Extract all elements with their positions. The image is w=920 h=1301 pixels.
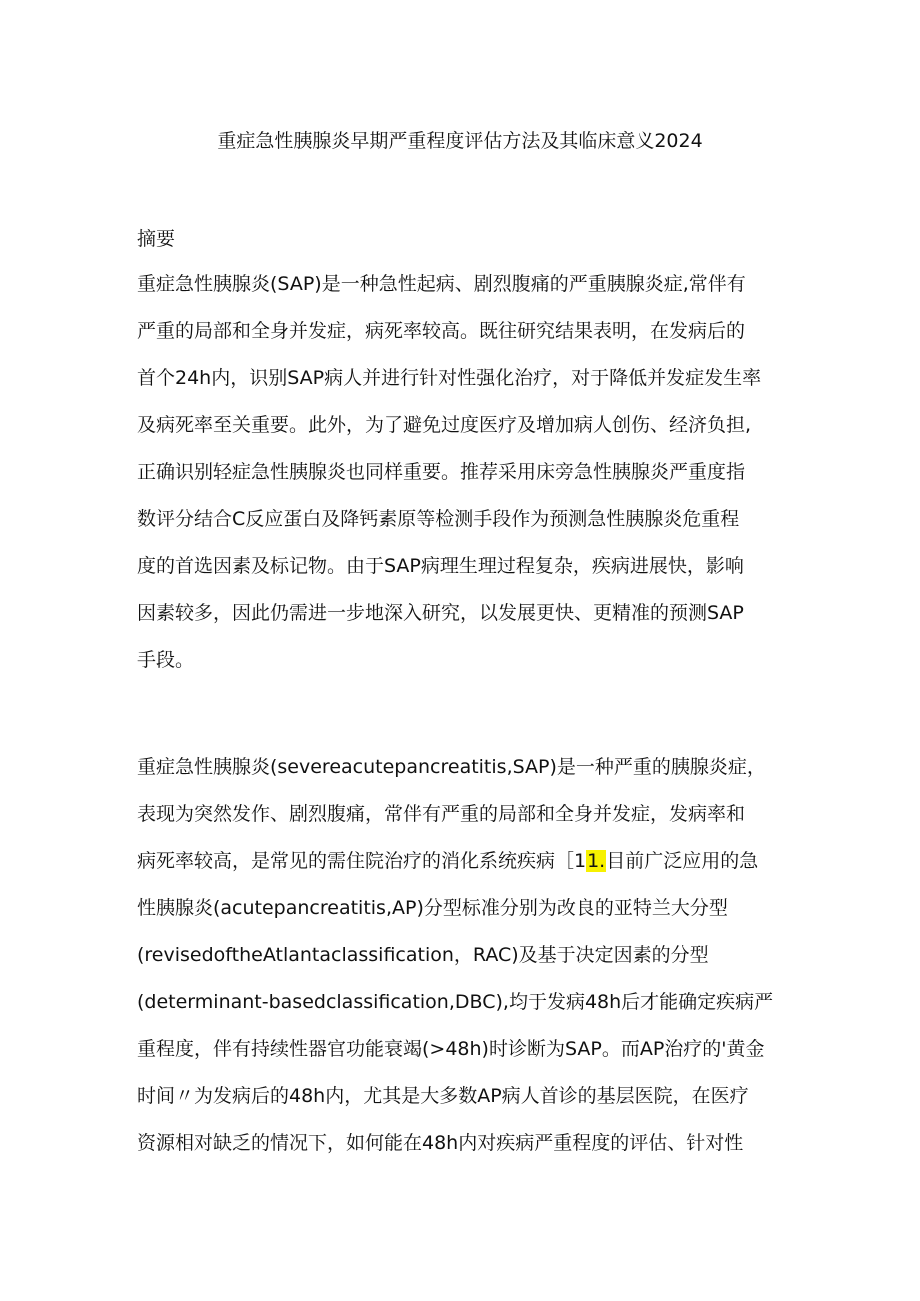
abstract-paragraph bbox=[137, 261, 797, 684]
abstract-line: 首个24h内，识别SAP病人并进行针对性强化治疗，对于降低并发症发生率 bbox=[137, 367, 762, 389]
abstract-line: 因素较多，因此仍需进一步地深入研究，以发展更快、更精准的预测SAP bbox=[137, 602, 744, 624]
abstract-line: 严重的局部和全身并发症，病死率较高。既往研究结果表明，在发病后的 bbox=[137, 320, 746, 342]
body-text: 病死率较高，是常见的需住院治疗的消化系统疾病［1 bbox=[137, 850, 587, 872]
body-line: 时间〃为发病后的48h内，尤其是大多数AP病人首诊的基层医院，在医疗 bbox=[137, 1085, 749, 1107]
abstract-heading: 摘要 bbox=[137, 228, 176, 250]
body-line: 性胰腺炎(acutepancreatitis,AP)分型标准分别为改良的亚特兰大分型 bbox=[137, 897, 728, 919]
abstract-line: 重症急性胰腺炎(SAP)是一种急性起病、剧烈腹痛的严重胰腺炎症,常伴有 bbox=[137, 273, 746, 295]
body-line: 资源相对缺乏的情况下，如何能在48h内对疾病严重程度的评估、针对性 bbox=[137, 1132, 744, 1154]
body-line: 重症急性胰腺炎(severeacutepancreatitis,SAP)是一种严重的胰腺炎症， bbox=[137, 756, 766, 778]
abstract-line: 手段。 bbox=[137, 649, 195, 671]
abstract-line: 度的首选因素及标记物。由于SAP病理生理过程复杂，疾病进展快，影响 bbox=[137, 555, 744, 577]
abstract-line: 正确识别轻症急性胰腺炎也同样重要。推荐采用床旁急性胰腺炎严重度指 bbox=[137, 461, 746, 483]
body-line: (determinant-basedclassification,DBC),均于发病48h后才能确定疾病严 bbox=[137, 991, 774, 1013]
body-line: (revisedoftheAtlantaclassification，RAC)及基于决定因素的分型 bbox=[137, 944, 709, 966]
document-title: 重症急性胰腺炎早期严重程度评估方法及其临床意义2024 bbox=[217, 130, 703, 152]
citation-highlight: 1. bbox=[587, 850, 606, 872]
body-line: 重程度，伴有持续性器官功能衰竭(>48h)时诊断为SAP。而AP治疗的'黄金 bbox=[137, 1038, 765, 1060]
body-text: 目前广泛应用的急 bbox=[606, 850, 759, 872]
abstract-line: 及病死率至关重要。此外，为了避免过度医疗及增加病人创伤、经济负担, bbox=[137, 414, 752, 436]
body-line bbox=[137, 838, 797, 885]
body-line: 表现为突然发作、剧烈腹痛，常伴有严重的局部和全身并发症，发病率和 bbox=[137, 803, 746, 825]
abstract-line: 数评分结合C反应蛋白及降钙素原等检测手段作为预测急性胰腺炎危重程 bbox=[137, 508, 740, 530]
body-paragraph bbox=[137, 744, 797, 1167]
